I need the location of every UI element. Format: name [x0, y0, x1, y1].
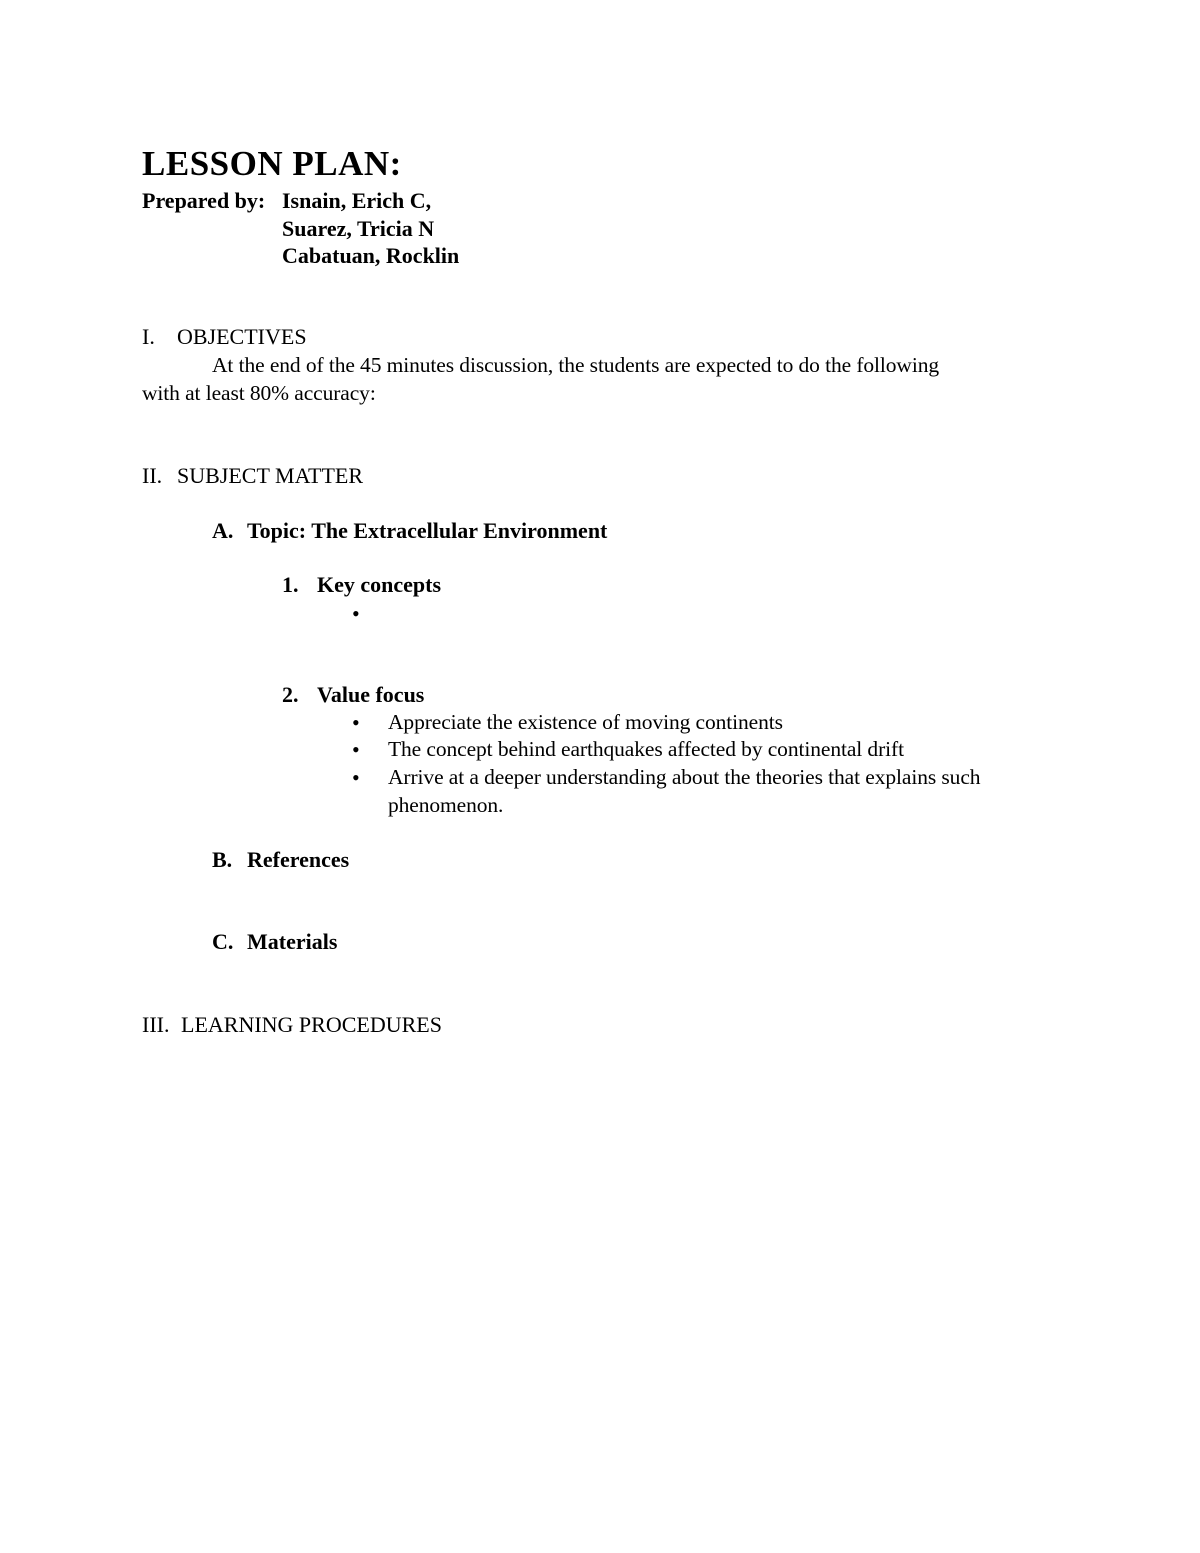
- subsection-letter: A.: [212, 518, 234, 543]
- prepared-by-label: Prepared by:: [142, 188, 266, 213]
- item-number: 2.: [282, 682, 299, 707]
- author-name: Suarez, Tricia N: [282, 216, 435, 241]
- subsection-letter: B.: [212, 847, 233, 872]
- value-focus-item: The concept behind earthquakes affected by continental drift: [388, 737, 904, 761]
- bullet-icon: •: [352, 765, 360, 790]
- item-number: 1.: [282, 572, 299, 597]
- key-concepts-heading: Key concepts: [317, 572, 442, 597]
- section-numeral: II.: [142, 463, 163, 488]
- value-focus-item: Arrive at a deeper understanding about the theories that explains such: [388, 765, 981, 789]
- author-name: Cabatuan, Rocklin: [282, 243, 460, 268]
- section-heading-subject-matter: SUBJECT MATTER: [177, 463, 364, 488]
- subsection-letter: C.: [212, 929, 234, 954]
- author-name: Isnain, Erich C,: [282, 188, 432, 213]
- value-focus-item-continuation: phenomenon.: [388, 793, 504, 817]
- section-numeral: III.: [142, 1012, 170, 1037]
- bullet-icon: •: [352, 601, 360, 626]
- topic-heading: Topic: The Extracellular Environment: [247, 518, 608, 543]
- objectives-text: At the end of the 45 minutes discussion, the students are expected to do the following: [212, 353, 940, 377]
- section-numeral: I.: [142, 324, 155, 349]
- references-heading: References: [247, 847, 350, 872]
- objectives-text: with at least 80% accuracy:: [142, 381, 376, 405]
- document-title: LESSON PLAN:: [142, 144, 402, 183]
- value-focus-heading: Value focus: [317, 682, 425, 707]
- bullet-icon: •: [352, 737, 360, 762]
- section-heading-learning-procedures: LEARNING PROCEDURES: [181, 1012, 442, 1037]
- section-heading-objectives: OBJECTIVES: [177, 324, 307, 349]
- bullet-icon: •: [352, 710, 360, 735]
- materials-heading: Materials: [247, 929, 338, 954]
- value-focus-item: Appreciate the existence of moving continents: [388, 710, 783, 734]
